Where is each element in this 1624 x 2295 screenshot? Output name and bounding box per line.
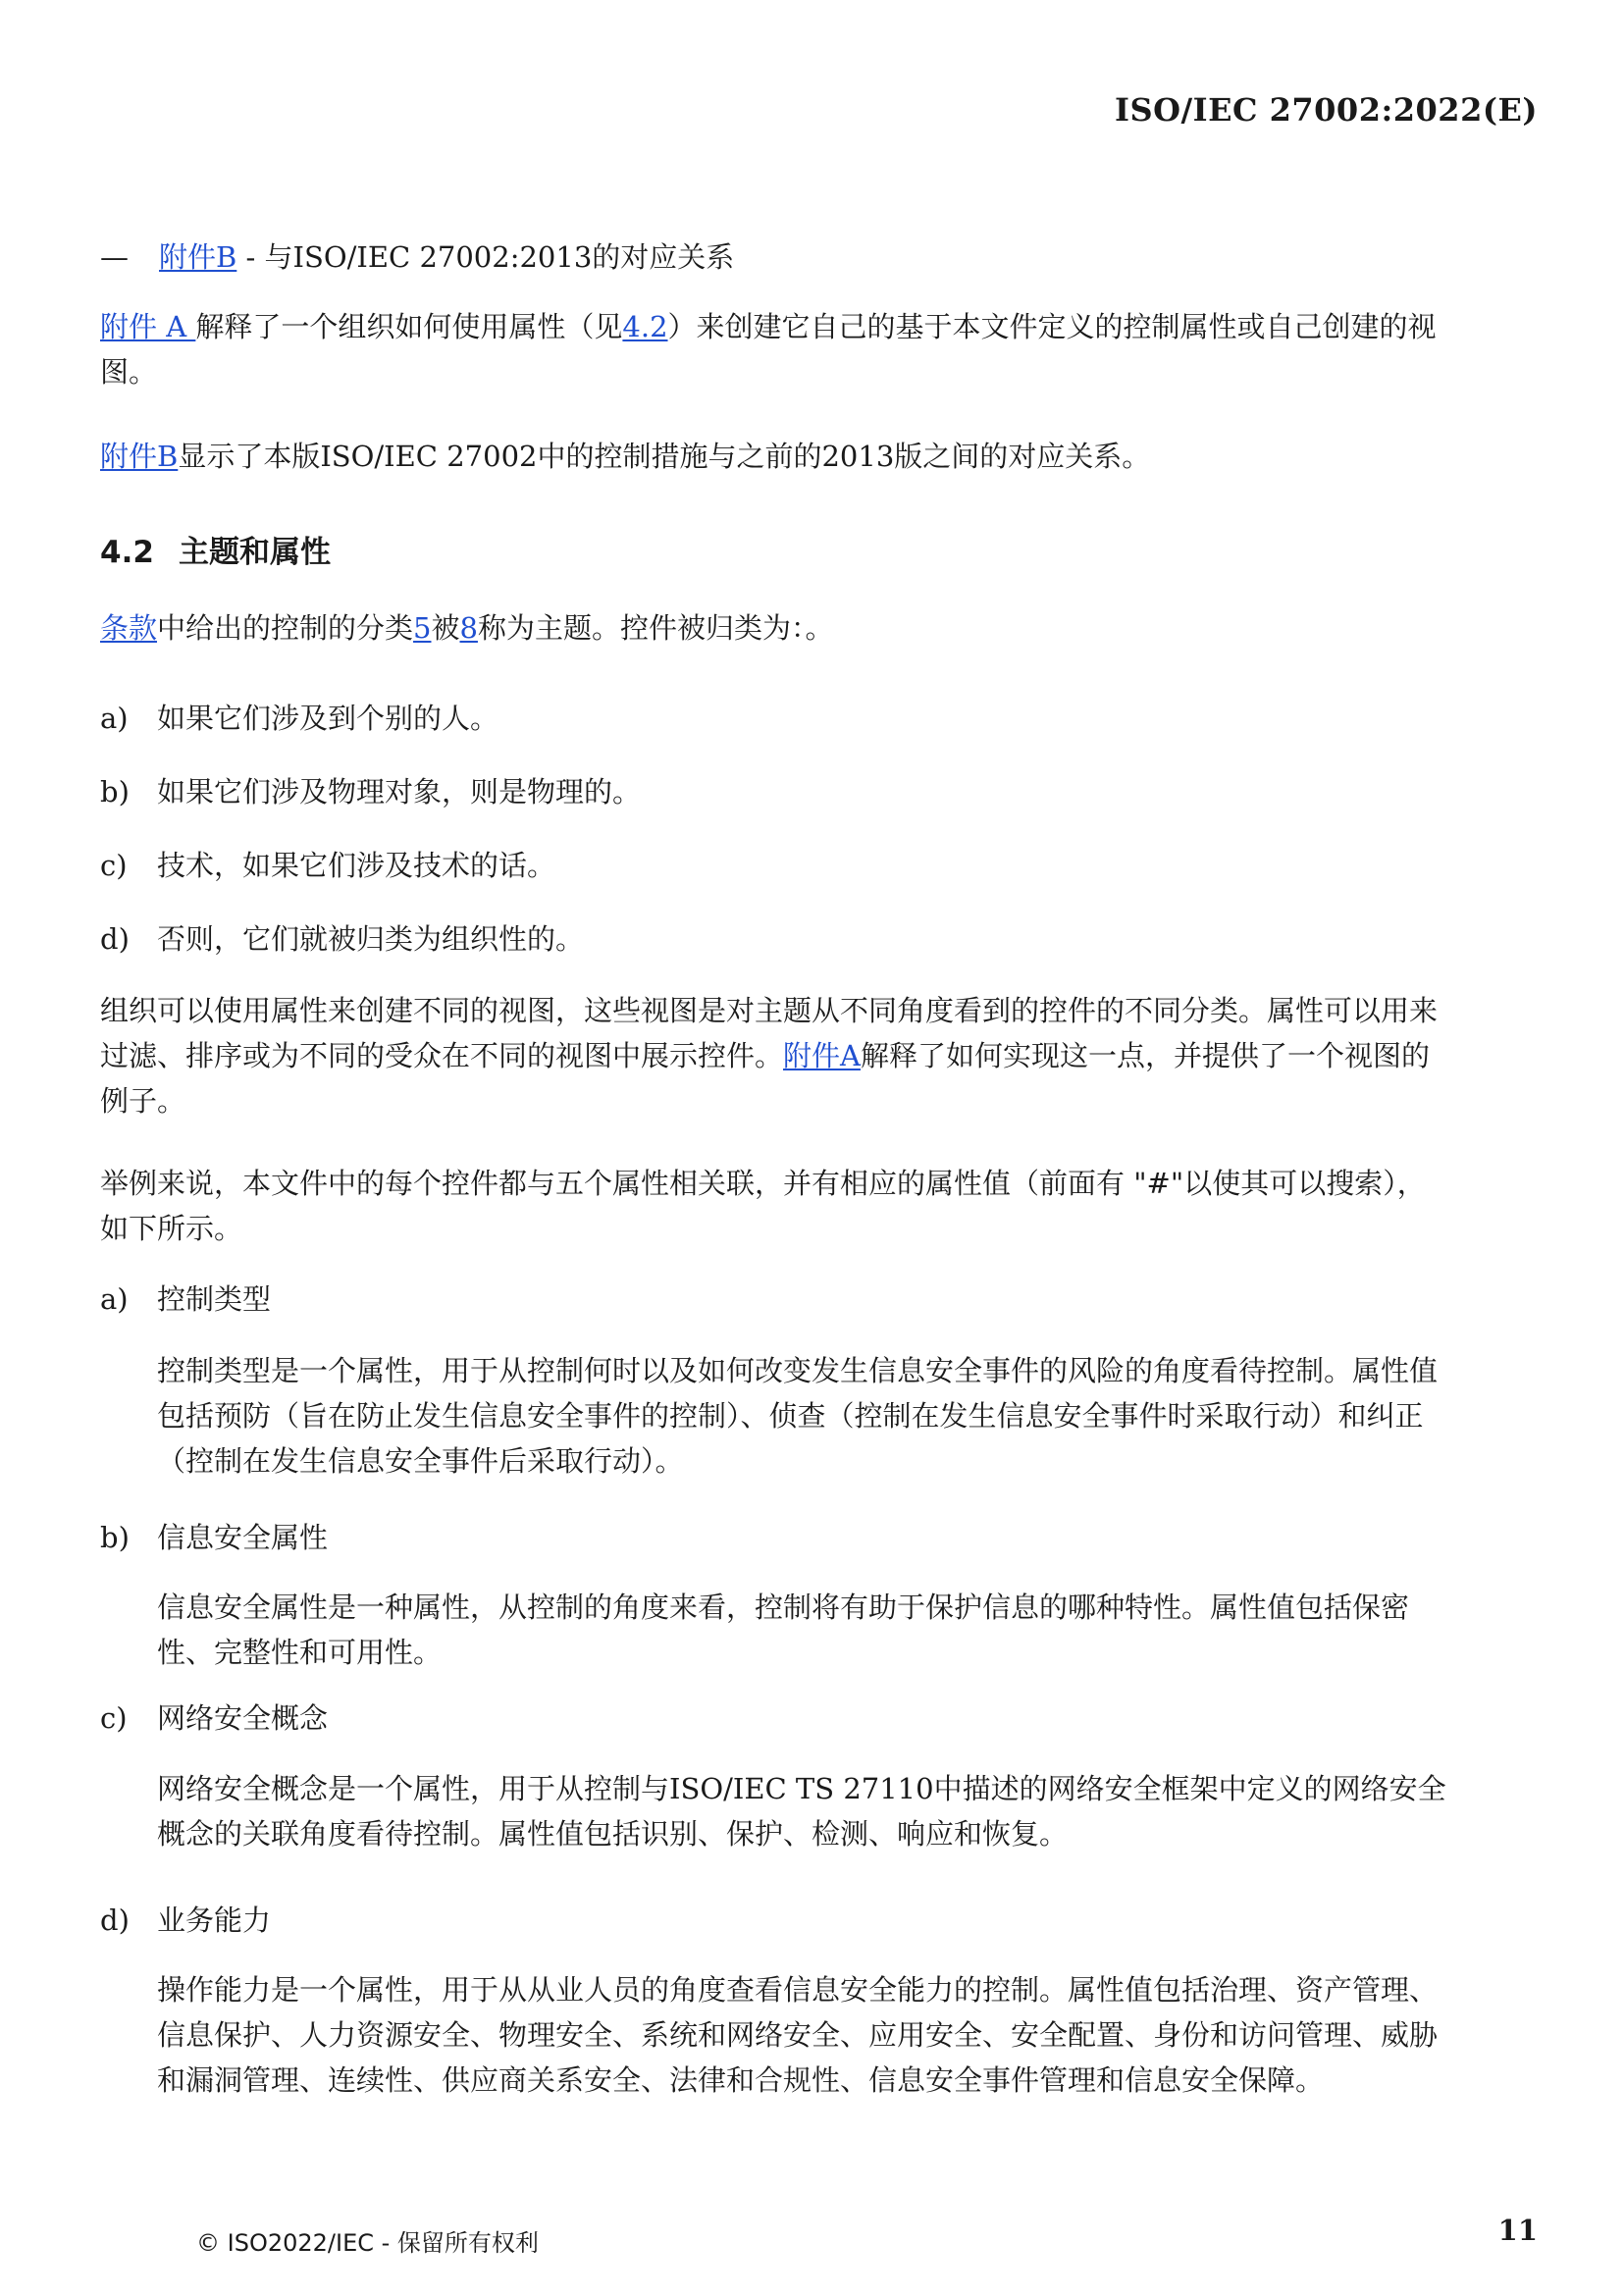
attribute-name: 控制类型 — [157, 1282, 272, 1316]
list-marker: c) — [100, 849, 128, 882]
section-number: 4.2 — [100, 535, 154, 570]
list-marker: b) — [100, 1521, 130, 1554]
theme-list-item — [100, 697, 498, 737]
annex-a-views-link[interactable]: 附件A — [783, 1039, 861, 1072]
section-title: 主题和属性 — [179, 535, 331, 570]
em-dash: — — [100, 240, 129, 274]
attribute-desc-text: 网络安全概念是一个属性，用于从控制与ISO/IEC TS 27110中描述的网络安全框架中定义的网络安全概念的关联角度看待控制。属性值包括识别、保护、检测、响应和恢复。 — [157, 1772, 1446, 1851]
themes-paragraph — [100, 605, 1446, 651]
theme-list-item — [100, 844, 555, 884]
attribute-description — [157, 1585, 1448, 1675]
clause-link[interactable]: 条款 — [100, 611, 158, 645]
attribute-desc-text: 操作能力是一个属性，用于从从业人员的角度查看信息安全能力的控制。属性值包括治理、资产管理、信息保护、人力资源安全、物理安全、系统和网络安全、应用安全、安全配置、身份和访问管理、威胁和漏洞管理、连续性、供应商关系安全、法律和合规性、信息安全事件管理和信息安全保障。 — [157, 1973, 1439, 2097]
views-text-1: 组织可以使用属性来创建不同的视图，这些视图是对主题从不同角度看到的控件的不同分类。属性可以用来过滤、排序或为不同的受众在不同的视图中展示控件。 — [100, 994, 1439, 1072]
attribute-name: 业务能力 — [157, 1904, 272, 1937]
clause-4-2-link[interactable]: 4.2 — [622, 310, 668, 343]
theme-list-item — [100, 917, 584, 958]
example-paragraph — [100, 1161, 1446, 1251]
annex-b-paragraph-link[interactable]: 附件B — [100, 440, 179, 473]
page-number: 11 — [1497, 2214, 1538, 2247]
list-marker: a) — [100, 702, 129, 735]
views-paragraph — [100, 988, 1446, 1123]
attribute-desc-text: 信息安全属性是一种属性，从控制的角度来看，控制将有助于保护信息的哪种特性。属性值包括保密性、完整性和可用性。 — [157, 1591, 1410, 1669]
attribute-heading — [100, 1516, 328, 1556]
attribute-desc-text: 控制类型是一个属性，用于从控制何时以及如何改变发生信息安全事件的风险的角度看待控制。属性值包括预防（旨在防止发生信息安全事件的控制）、侦查（控制在发生信息安全事件时采取行动）和纠正（控制在发生信息安全事件后采取行动）。 — [157, 1354, 1439, 1478]
document-code-header: ISO/IEC 27002:2022(E) — [1115, 91, 1538, 129]
list-item-text: 如果它们涉及物理对象，则是物理的。 — [157, 775, 642, 808]
attribute-heading — [100, 1696, 328, 1737]
theme-list-item — [100, 770, 641, 810]
list-marker: b) — [100, 775, 130, 808]
attribute-description — [157, 1967, 1448, 2103]
themes-text-1: 中给出的控制的分类 — [157, 611, 414, 645]
annex-a-text-2: ）来创建它自己的基于本文件定义的控制属性或自己创建的视图。 — [100, 310, 1437, 389]
list-marker: d) — [100, 922, 130, 956]
attribute-name: 网络安全概念 — [157, 1701, 329, 1735]
list-marker: c) — [100, 1701, 128, 1735]
clause-8-link[interactable]: 8 — [459, 611, 478, 645]
example-text: 举例来说，本文件中的每个控件都与五个属性相关联，并有相应的属性值（前面有 "#"以使其可以搜索），如下所示。 — [100, 1167, 1426, 1245]
annex-b-bullet-text: - 与ISO/IEC 27002:2013的对应关系 — [236, 240, 735, 274]
themes-text-3: 称为主题。控件被归类为：。 — [477, 611, 834, 645]
list-item-text: 否则，它们就被归类为组织性的。 — [157, 922, 585, 956]
annex-b-bullet — [100, 235, 734, 276]
annex-a-link[interactable]: 附件 A — [100, 310, 196, 343]
annex-a-paragraph — [100, 304, 1446, 394]
clause-5-link[interactable]: 5 — [413, 611, 432, 645]
annex-b-paragraph-text: 显示了本版ISO/IEC 27002中的控制措施与之前的2013版之间的对应关系。 — [178, 440, 1151, 473]
section-heading — [100, 527, 331, 571]
attribute-heading — [100, 1278, 271, 1318]
annex-b-paragraph — [100, 434, 1446, 479]
themes-text-2: 被 — [431, 611, 460, 645]
copyright-footer: © ISO2022/IEC - 保留所有权利 — [196, 2229, 539, 2257]
annex-b-link[interactable]: 附件B — [159, 240, 237, 274]
attribute-name: 信息安全属性 — [157, 1521, 329, 1554]
attribute-description — [157, 1766, 1448, 1856]
list-marker: a) — [100, 1282, 129, 1316]
list-item-text: 技术，如果它们涉及技术的话。 — [157, 849, 556, 882]
views-text-2: 解释了如何实现这一点，并提供了一个视图的例子。 — [100, 1039, 1430, 1118]
attribute-heading — [100, 1899, 271, 1939]
attribute-description — [157, 1348, 1448, 1484]
annex-a-text-1: 解释了一个组织如何使用属性（见 — [195, 310, 623, 343]
list-marker: d) — [100, 1904, 130, 1937]
list-item-text: 如果它们涉及到个别的人。 — [157, 702, 499, 735]
